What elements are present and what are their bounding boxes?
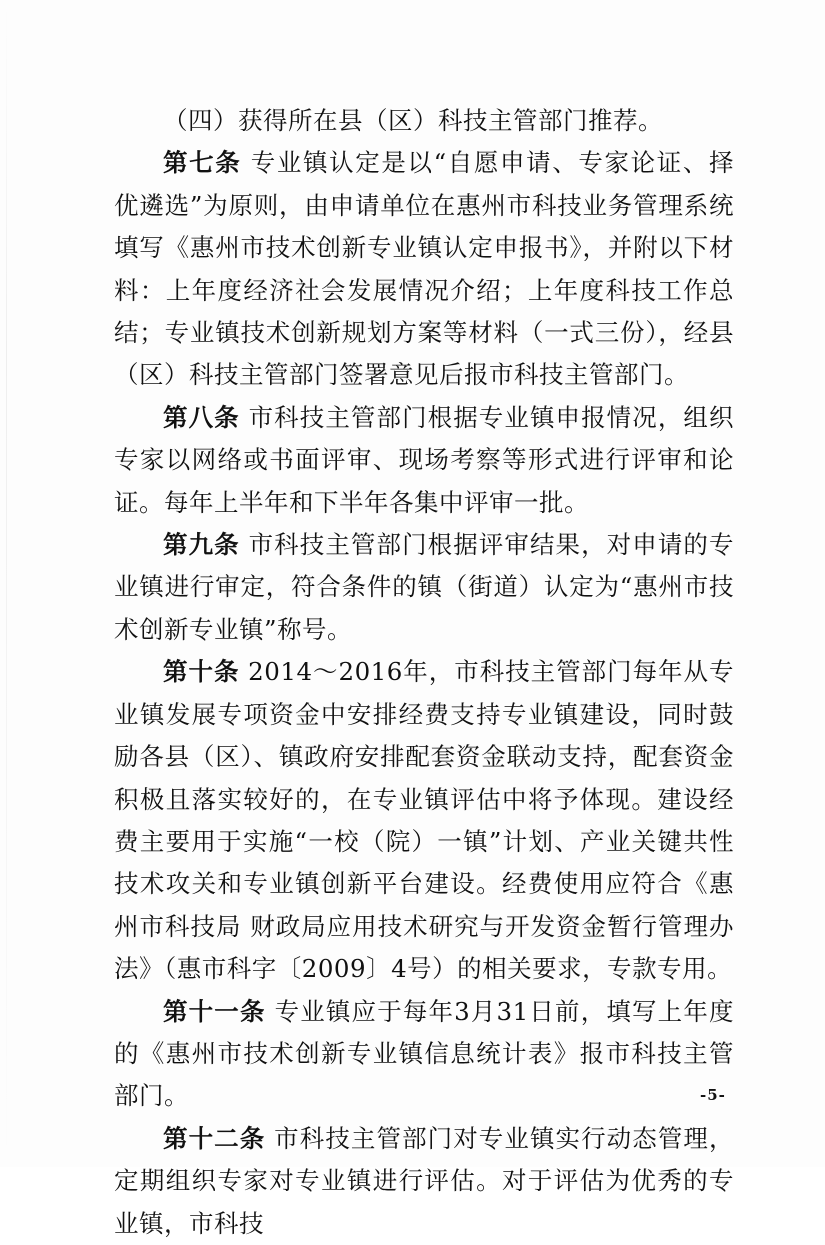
article-title: 第八条: [163, 402, 240, 432]
paragraph-article-10: [114, 651, 734, 990]
document-body: [114, 100, 734, 1245]
paragraph-article-7: [114, 142, 734, 396]
paragraph-article-9: [114, 524, 734, 651]
paragraph-text: 市科技主管部门根据评审结果，对申请的专业镇进行审定，符合条件的镇（街道）认定为“惠州市技术创新专业镇”称号。: [114, 530, 734, 644]
paragraph-item-4: [114, 100, 734, 142]
article-title: 第十一条: [163, 996, 266, 1026]
paragraph-text: 专业镇应于每年3月31日前，填写上年度的《惠州市技术创新专业镇信息统计表》报市科技主管部门。: [114, 996, 734, 1111]
paragraph-text: 2014～2016年，市科技主管部门每年从专业镇发展专项资金中安排经费支持专业镇建设，同时鼓励各县（区）、镇政府安排配套资金联动支持，配套资金积极且落实较好的，在专业镇评估中将予体现。建设经费主要用于实施“一校（院）一镇”计划、产业关键共性技术攻关和专业镇创新平台建设。经费使用应符合《惠州市科技局 财政局应用技术研究与开发资金暂行管理办法》（惠市科字〔2009〕4号）的相关要求，专款专用。: [114, 657, 734, 984]
article-title: 第七条: [163, 148, 242, 178]
scan-edge: [6, 0, 7, 1167]
paragraph-article-11: [114, 991, 734, 1118]
article-title: 第十二条: [163, 1123, 266, 1153]
paragraph-text: 专业镇认定是以“自愿申请、专家论证、择优遴选”为原则，由申请单位在惠州市科技业务管理系统填写《惠州市技术创新专业镇认定申报书》，并附以下材料：上年度经济社会发展情况介绍；上年度科技工作总结；专业镇技术创新规划方案等材料（一式三份），经县（区）科技主管部门签署意见后报市科技主管部门。: [114, 148, 735, 390]
paragraph-text: 市科技主管部门根据专业镇申报情况，组织专家以网络或书面评审、现场考察等形式进行评审和论证。每年上半年和下半年各集中评审一批。: [114, 402, 734, 517]
article-title: 第九条: [163, 530, 240, 560]
paragraph-text: （四）获得所在县（区）科技主管部门推荐。: [163, 106, 663, 135]
paragraph-article-12: [114, 1118, 734, 1245]
paragraph-article-8: [114, 397, 734, 524]
page-number: -5-: [700, 1086, 726, 1104]
article-title: 第十条: [163, 657, 240, 687]
paragraph-text: 市科技主管部门对专业镇实行动态管理，定期组织专家对专业镇进行评估。对于评估为优秀的专业镇，市科技: [114, 1123, 734, 1238]
